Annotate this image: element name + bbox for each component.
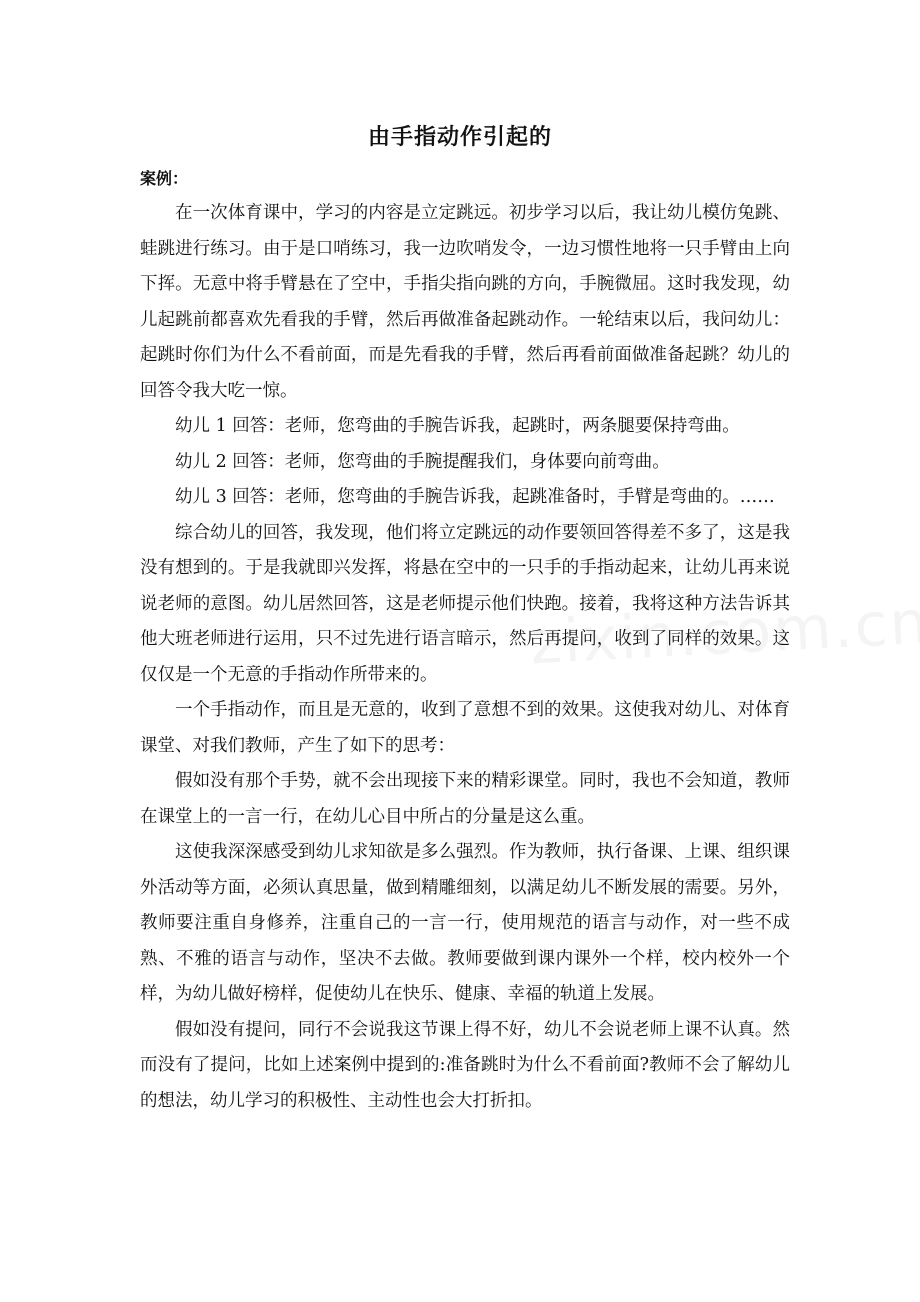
document-body <box>140 196 790 1119</box>
paragraph: 这使我深深感受到幼儿求知欲是多么强烈。作为教师，执行备课、上课、组织课外活动等方面，必须认真思量，做到精雕细刻，以满足幼儿不断发展的需要。另外，教师要注重自身修养，注重自己的一言一行，使用规范的语言与动作，对一些不成熟、不雅的语言与动作，坚决不去做。教师要做到课内课外一个样，校内校外一个样，为幼儿做好榜样，促使幼儿在快乐、健康、幸福的轨道上发展。 <box>140 842 790 1004</box>
section-label: 案例： <box>140 169 189 188</box>
paragraph: 一个手指动作，而且是无意的，收到了意想不到的效果。这使我对幼儿、对体育课堂、对我们教师，产生了如下的思考： <box>140 700 790 756</box>
paragraph: 幼儿 2 回答：老师，您弯曲的手腕提醒我们，身体要向前弯曲。 <box>175 451 670 472</box>
paragraph: 在一次体育课中，学习的内容是立定跳远。初步学习以后，我让幼儿模仿兔跳、蛙跳进行练习。由于是口哨练习，我一边吹哨发令，一边习惯性地将一只手臂由上向下挥。无意中将手臂悬在了空中，手指尖指向跳的方向，手腕微屈。这时我发现，幼儿起跳前都喜欢先看我的手臂，然后再做准备起跳动作。一轮结束以后，我问幼儿：起跳时你们为什么不看前面，而是先看我的手臂，然后再看前面做准备起跳？幼儿的回答令我大吃一惊。 <box>140 203 790 401</box>
paragraph: 假如没有那个手势，就不会出现接下来的精彩课堂。同时，我也不会知道，教师在课堂上的一言一行，在幼儿心目中所占的分量是这么重。 <box>140 771 790 827</box>
paragraph: 假如没有提问，同行不会说我这节课上得不好，幼儿不会说老师上课不认真。然而没有了提问，比如上述案例中提到的:准备跳时为什么不看前面?教师不会了解幼儿的想法，幼儿学习的积极性、主动性也会大打折扣。 <box>140 1019 790 1111</box>
paragraph: 幼儿 1 回答：老师，您弯曲的手腕告诉我，起跳时，两条腿要保持弯曲。 <box>175 416 740 436</box>
paragraph: 幼儿 3 回答：老师，您弯曲的手腕告诉我，起跳准备时，手臂是弯曲的。…… <box>175 487 775 507</box>
paragraph: 综合幼儿的回答，我发现，他们将立定跳远的动作要领回答得差不多了，这是我没有想到的。于是我就即兴发挥，将悬在空中的一只手的手指动起来，让幼儿再来说说老师的意图。幼儿居然回答，这是老师提示他们快跑。接着，我将这种方法告诉其他大班老师进行运用，只不过先进行语言暗示，然后再提问，收到了同样的效果。这仅仅是一个无意的手指动作所带来的。 <box>140 522 790 685</box>
document-title: 由手指动作引起的 <box>367 125 552 150</box>
